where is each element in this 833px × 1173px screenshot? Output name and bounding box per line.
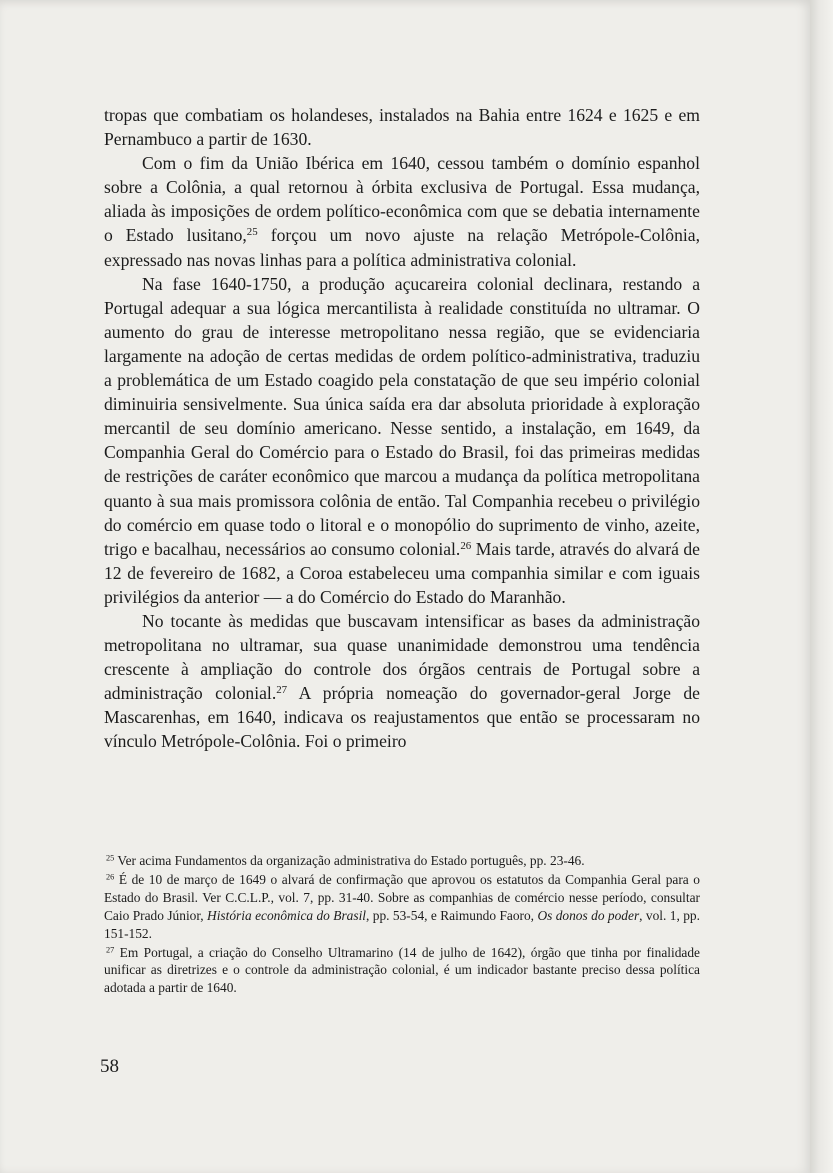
book-title: Os donos do poder [537, 907, 640, 923]
paragraph-3: Na fase 1640-1750, a produção açucareira colonial declinara, restando a Portugal adequar a sua lógica mercantilista à realidade constituída no ultramar. O aumento do grau de interesse metropolitano nessa região, que se evidenciaria largamente na adoção de certas medidas de ordem político-administrativa, traduziu a problemática de um Estado coagido pela constatação de que seu império colonial diminuiria sensivelmente. Sua única saída era dar absoluta prioridade à exploração mercantil de seu domínio americano. Nesse sentido, a instalação, em 1649, da Companhia Geral do Comércio para o Estado do Brasil, foi das primeiras medidas de restrições de caráter econômico que marcou a mudança da política metropolitana quanto à sua mais promissora colônia de então. Tal Companhia recebeu o privilégio do comércio em quase todo o litoral e o monopólio do suprimento de vinho, azeite, trigo e bacalhau, necessários ao consumo colonial.$^{26}$ Mais tarde, através do alvará de 12 de fevereiro de 1682, a Coroa estabeleceu uma companhia similar e com iguais privilégios da anterior — a do Comércio do Estado do Maranhão. [104, 273, 700, 607]
footnote-25: $^{25}$ Ver acima Fundamentos da organização administrativa do Estado português, pp. 23-46. [106, 853, 585, 868]
footnote-27: $^{27}$ Em Portugal, a criação do Conselho Ultramarino (14 de julho de 1642), órgão que tinha por finalidade unificar as diretrizes e o controle da administração colonial, é um indicador bastante preciso dessa política adotada a partir de 1640. [104, 944, 700, 996]
paragraph-4: No tocante às medidas que buscavam intensificar as bases da administração metropolitana no ultramar, sua quase unanimidade demonstrou uma tendência crescente à ampliação do controle dos órgãos centrais de Portugal sobre a administração colonial.$^{27}$ A própria nomeação do governador-geral Jorge de Mascarenhas, em 1640, indicava os reajustamentos que então se processaram no vínculo Metrópole-Colônia. Foi o primeiro [104, 610, 700, 752]
main-text [104, 103, 700, 754]
footnote-ref-27: 27 [276, 684, 288, 697]
footnote-ref-25: 25 [246, 226, 258, 239]
page-edge [810, 0, 833, 1173]
footnote-26: $^{26}$ É de 10 de março de 1649 o alvará de confirmação que aprovou os estatutos da Companhia Geral para o Estado do Brasil. Ver C.C.L.P., vol. 7, pp. 31-40. Sobre as companhias de comércio nesse período, consultar Caio Prado Júnior, História econômica do Brasil, pp. 53-54, e Raimundo Faoro, Os donos do poder, vol. 1, pp. 151-152. [104, 871, 700, 941]
footnotes [104, 852, 700, 998]
paragraph-1: tropas que combatiam os holandeses, instalados na Bahia entre 1624 e 1625 e em Pernambuco a partir de 1630. [104, 105, 700, 150]
book-title: História econômica do Brasil [207, 907, 367, 923]
page-number: 58 [100, 1056, 119, 1077]
footnote-ref-26: 26 [460, 539, 472, 552]
paragraph-2: Com o fim da União Ibérica em 1640, cessou também o domínio espanhol sobre a Colônia, a qual retornou à órbita exclusiva de Portugal. Essa mudança, aliada às imposições de ordem político-econômica com que se debatia internamente o Estado lusitano,$^{25}$ forçou um novo ajuste na relação Metrópole-Colônia, expressado nas novas linhas para a política administrativa colonial. [104, 153, 700, 270]
